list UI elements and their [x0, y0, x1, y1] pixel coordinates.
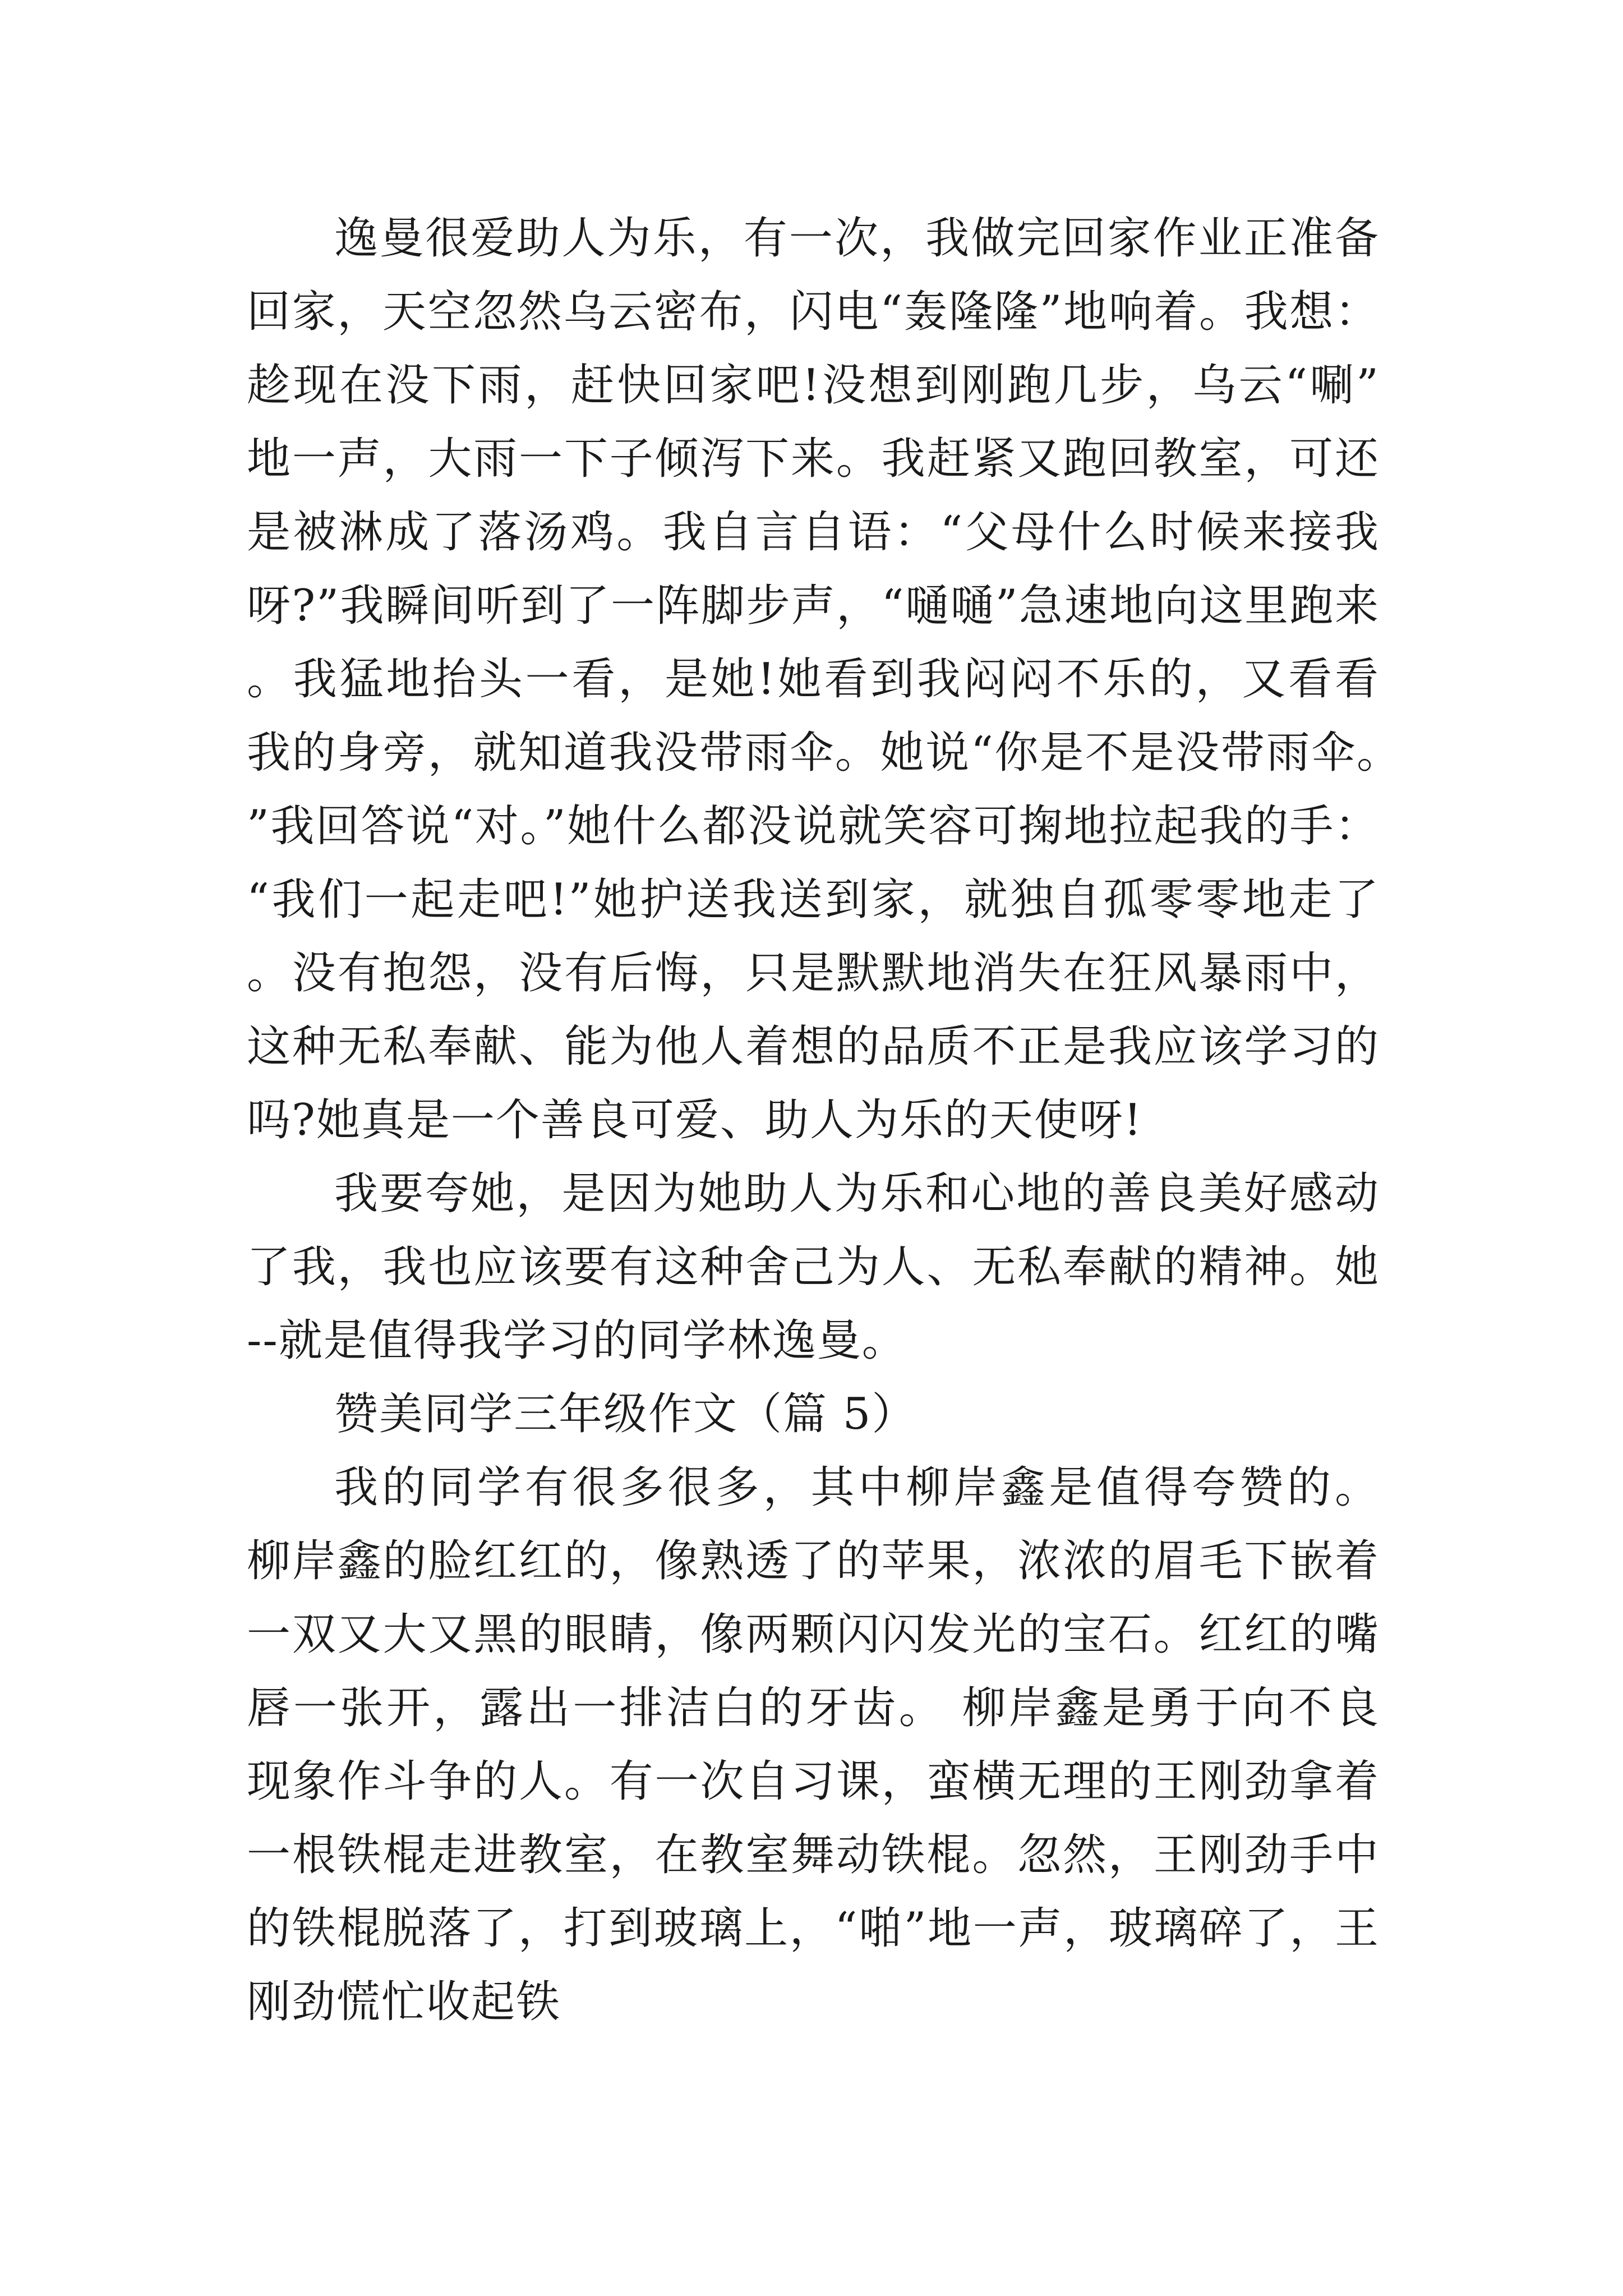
paragraph-praise-reason: 我要夸她，是因为她助人为乐和心地的善良美好感动了我，我也应该要有这种舍己为人、无私奉献的精神。她--就是值得我学习的同学林逸曼。	[247, 1168, 1380, 1366]
section-heading: 赞美同学三年级作文（篇 5）	[334, 1389, 917, 1439]
document-body	[247, 202, 1380, 2039]
paragraph-classmate-description: 我的同学有很多很多，其中柳岸鑫是值得夸赞的。 柳岸鑫的脸红红的，像熟透了的苹果，浓浓的眉毛下嵌着一双又大又黑的眼睛，像两颗闪闪发光的宝石。红红的嘴唇一张开，露出一排洁白的牙齿。 柳岸鑫是勇于向不良现象作斗争的人。有一次自习课，蛮横无理的王刚劲拿着一根铁棍走进教室，在教室舞动铁棍。忽然，王刚劲手中的铁棍脱落了，打到玻璃上，“啪”地一声，玻璃碎了，王刚劲慌忙收起铁	[247, 1462, 1380, 2027]
paragraph-rescue-story: 逸曼很爱助人为乐，有一次，我做完回家作业正准备回家，天空忽然乌云密布，闪电“轰隆隆”地响着。我想：趁现在没下雨，赶快回家吧!没想到刚跑几步，乌云“唰”地一声，大雨一下子倾泻下来。我赶紧又跑回教室，可还是被淋成了落汤鸡。我自言自语：“父母什么时候来接我呀?”我瞬间听到了一阵脚步声，“嗵嗵”急速地向这里跑来。我猛地抬头一看，是她!她看到我闷闷不乐的，又看看我的身旁，就知道我没带雨伞。她说“你是不是没带雨伞。”我回答说“对。”她什么都没说就笑容可掬地拉起我的手：“我们一起走吧!”她护送我送到家，就独自孤零零地走了。没有抱怨，没有后悔，只是默默地消失在狂风暴雨中，这种无私奉献、能为他人着想的品质不正是我应该学习的吗?她真是一个善良可爱、助人为乐的天使呀!	[247, 213, 1380, 1145]
